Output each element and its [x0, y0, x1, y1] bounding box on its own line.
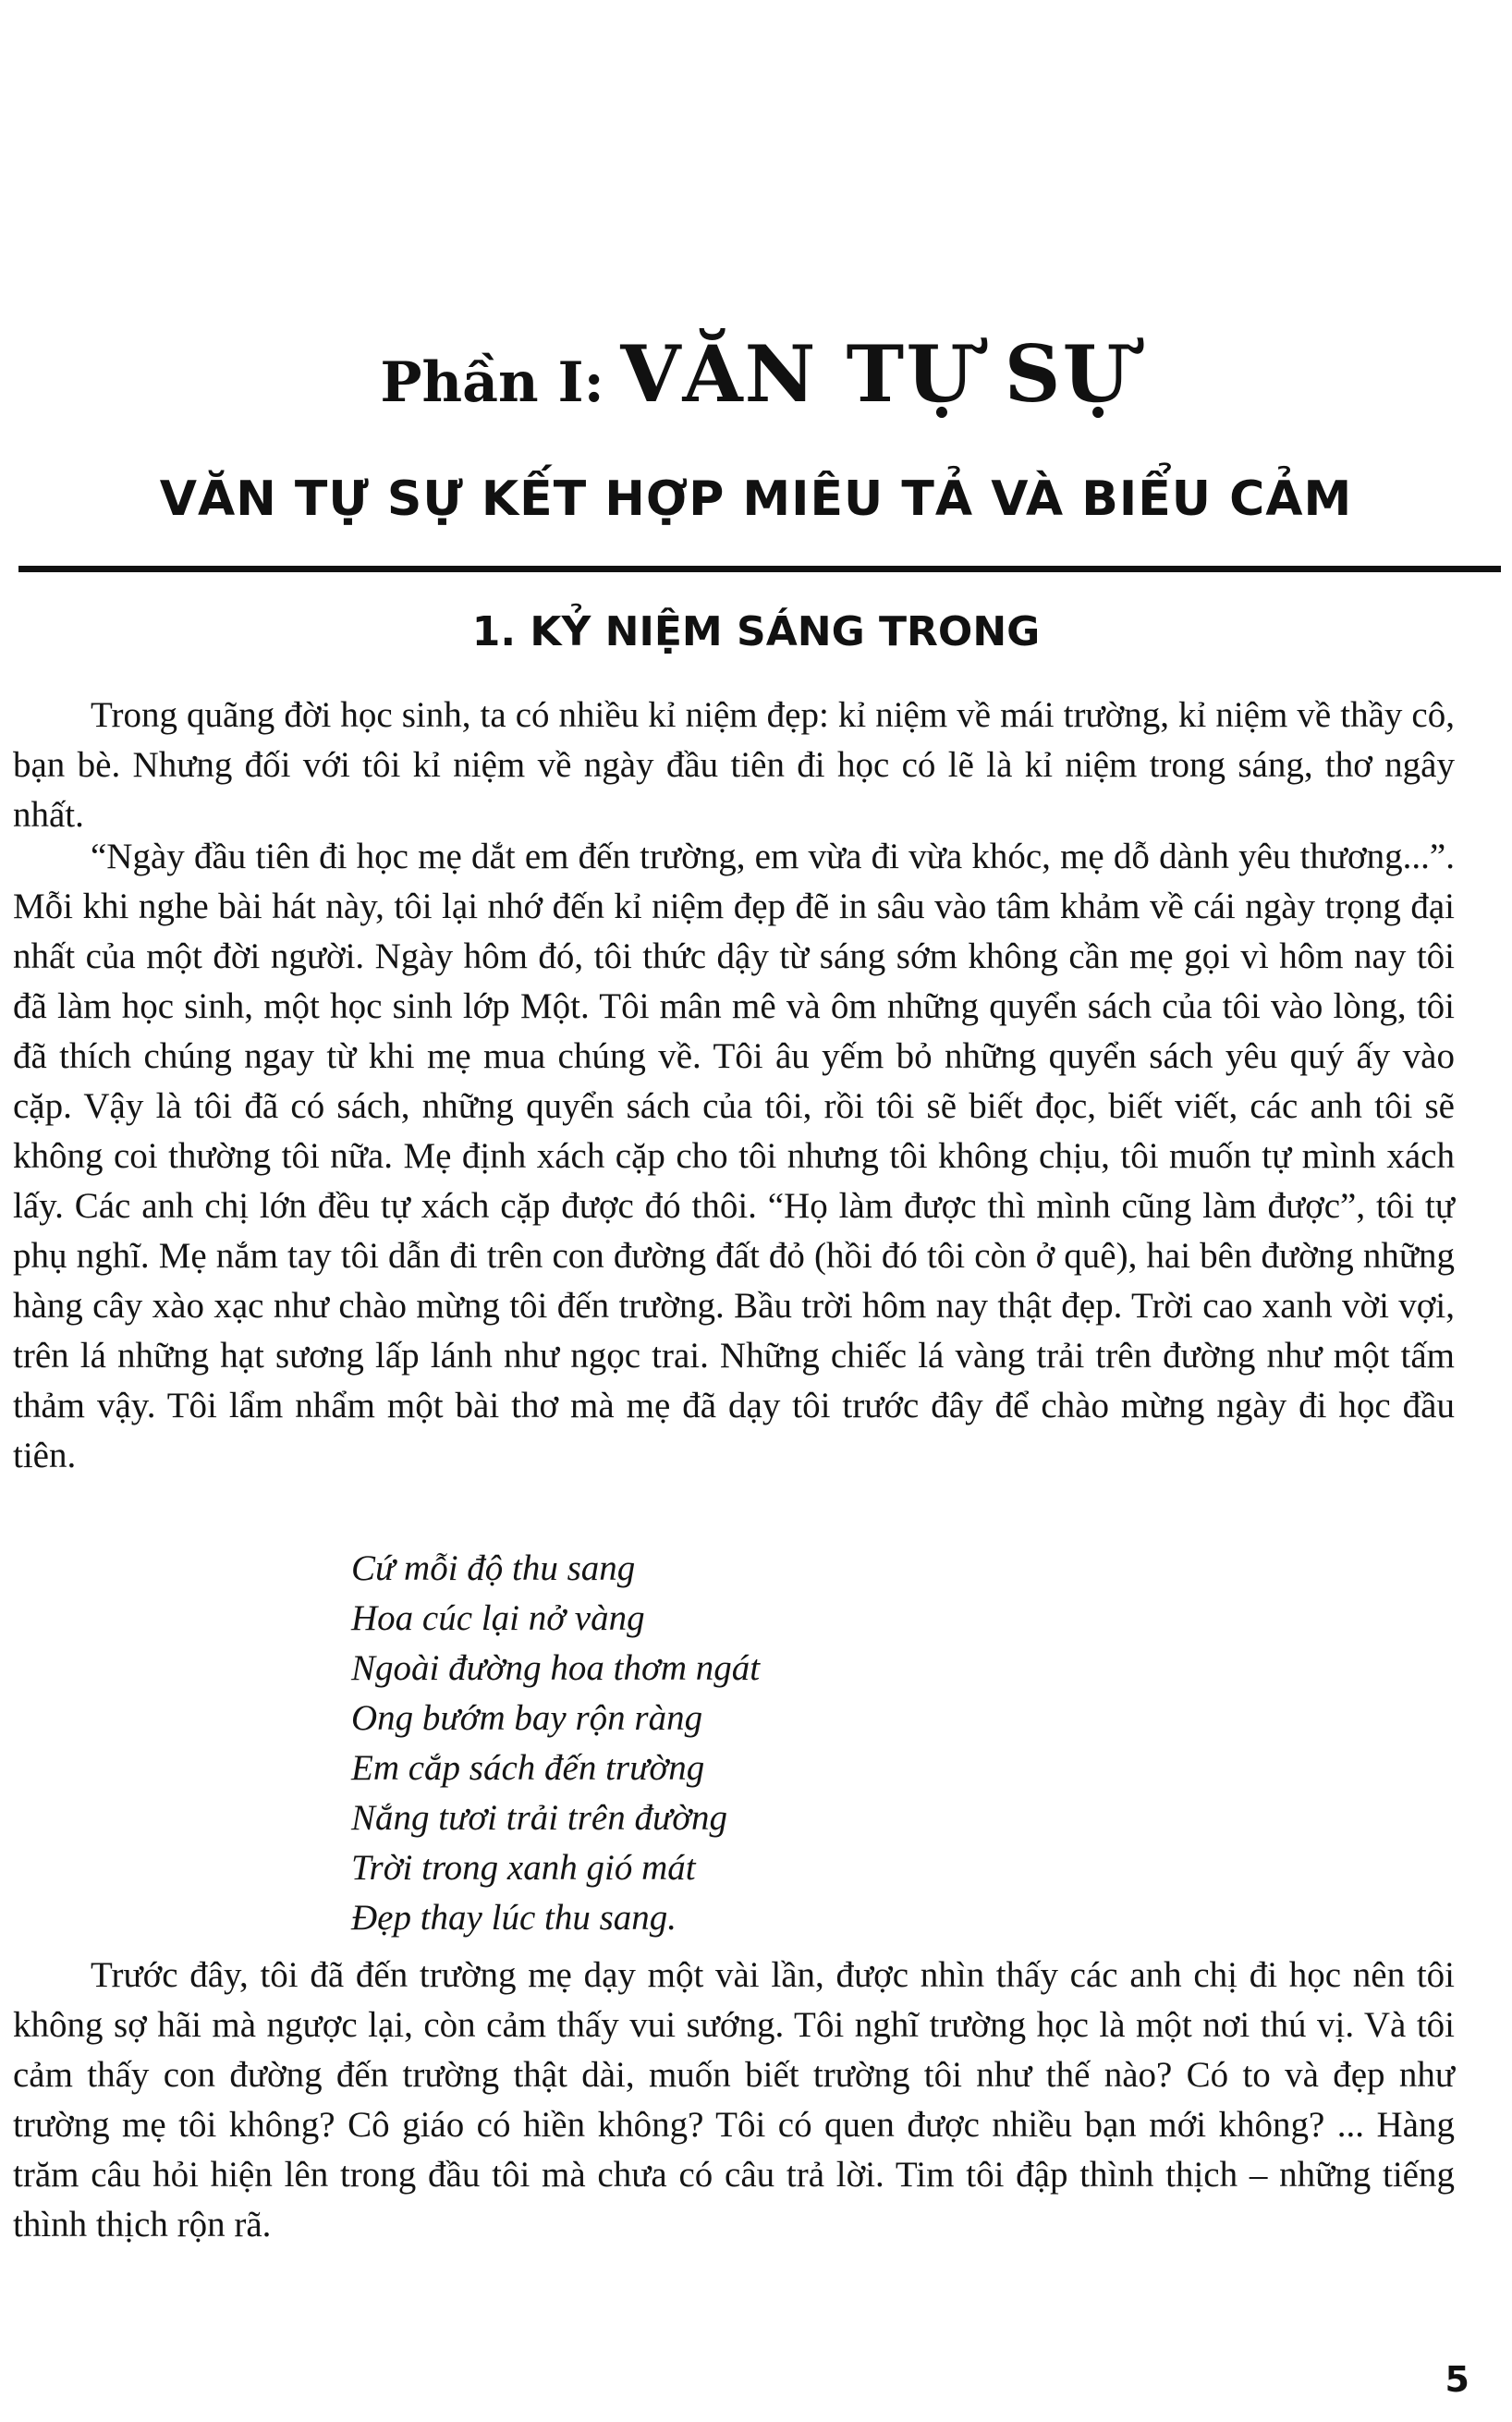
paragraph-intro: Trong quãng đời học sinh, ta có nhiều kỉ niệm đẹp: kỉ niệm về mái trường, kỉ niệm về thầy cô, bạn bè. Nhưng đối với tôi kỉ niệm về ngày đầu tiên đi học có lẽ là kỉ niệm trong sáng, thơ ngây nhất. [13, 695, 1455, 835]
poem-line: Em cắp sách đến trường [351, 1748, 705, 1788]
poem-line: Ngoài đường hoa thơm ngát [351, 1648, 761, 1688]
part-title: VĂN TỰ SỰ [620, 328, 1132, 420]
part-label: Phần I: [380, 350, 604, 415]
poem-line: Cứ mỗi độ thu sang [351, 1548, 636, 1588]
page-number: 5 [1445, 2359, 1469, 2400]
poem [351, 1544, 1183, 1943]
poem-line: Đẹp thay lúc thu sang. [351, 1898, 677, 1938]
paragraph-school: Trước đây, tôi đã đến trường mẹ dạy một vài lần, được nhìn thấy các anh chị đi học nên tôi không sợ hãi mà ngược lại, còn cảm thấy vui sướng. Tôi nghĩ trường học là một nơi thú vị. Và tôi cảm thấy con đường đến trường thật dài, muốn biết trường tôi như thế nào? Có to và đẹp như trường mẹ tôi không? Cô giáo có hiền không? Tôi có quen được nhiều bạn mới không? ... Hàng trăm câu hỏi hiện lên trong đầu tôi mà chưa có câu trả lời. Tim tôi đập thình thịch – những tiếng thình thịch rộn rã. [13, 1955, 1455, 2245]
paragraph-memory: “Ngày đầu tiên đi học mẹ dắt em đến trường, em vừa đi vừa khóc, mẹ dỗ dành yêu thương...”. Mỗi khi nghe bài hát này, tôi lại nhớ đến kỉ niệm đẹp đẽ in sâu vào tâm khảm về cái ngày trọng đại nhất của một đời người. Ngày hôm đó, tôi thức dậy từ sáng sớm không cần mẹ gọi vì hôm nay tôi đã làm học sinh, một học sinh lớp Một. Tôi mân mê và ôm những quyển sách của tôi vào lòng, tôi đã thích chúng ngay từ khi mẹ mua chúng về. Tôi âu yếm bỏ những quyển sách yêu quý ấy vào cặp. Vậy là tôi đã có sách, những quyển sách của tôi, rồi tôi sẽ biết đọc, biết viết, các anh tôi sẽ không coi thường tôi nữa. Mẹ định xách cặp cho tôi nhưng tôi không chịu, tôi muốn tự mình xách lấy. Các anh chị lớn đều tự xách cặp được đó thôi. “Họ làm được thì mình cũng làm được”, tôi tự phụ nghĩ. Mẹ nắm tay tôi dẫn đi trên con đường đất đỏ (hồi đó tôi còn ở quê), hai bên đường những hàng cây xào xạc như chào mừng tôi đến trường. Bầu trời hôm nay thật đẹp. Trời cao xanh vời vợi, trên lá những hạt sương lấp lánh như ngọc trai. Những chiếc lá vàng trải trên đường như một tấm thảm vậy. Tôi lẩm nhẩm một bài thơ mà mẹ đã dạy tôi trước đây để chào mừng ngày đi học đầu tiên. [13, 837, 1455, 1475]
chapter-title: 1. KỶ NIỆM SÁNG TRONG [471, 608, 1041, 655]
poem-line: Trời trong xanh gió mát [351, 1848, 696, 1888]
poem-line: Hoa cúc lại nở vàng [351, 1598, 645, 1638]
part-heading [0, 328, 1512, 420]
section-title: VĂN TỰ SỰ KẾT HỢP MIÊU TẢ VÀ BIỂU CẢM [159, 471, 1353, 527]
poem-line: Ong bướm bay rộn ràng [351, 1698, 703, 1738]
heading-divider [18, 566, 1501, 572]
poem-line: Nắng tươi trải trên đường [351, 1798, 728, 1838]
